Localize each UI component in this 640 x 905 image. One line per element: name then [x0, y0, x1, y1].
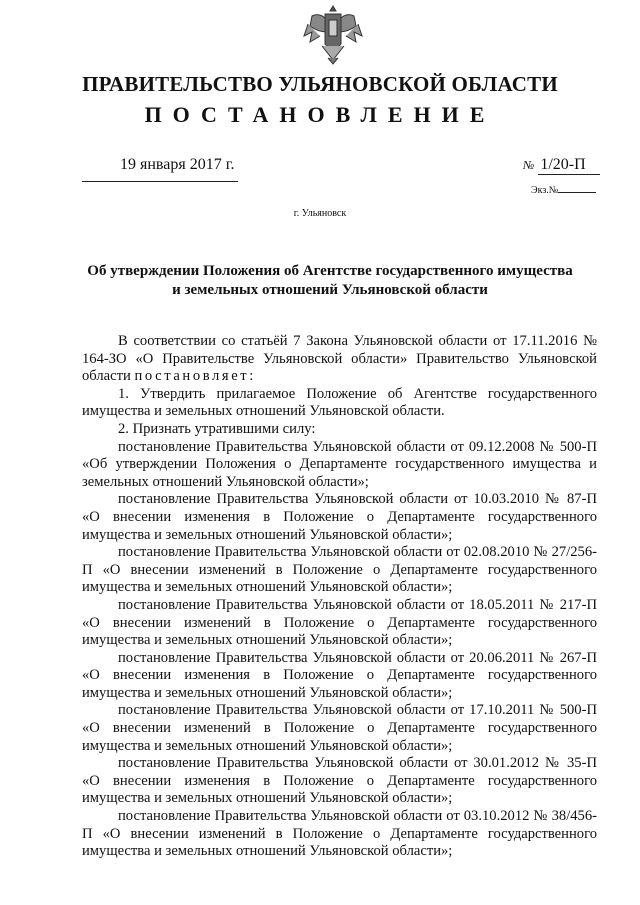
repealed-act: постановление Правительства Ульяновской области от 03.10.2012 № 38/456-П «О внесении изменений в Положение о Департаменте государственного имущества и земельных отношений Ульяновской области»;: [82, 808, 597, 860]
intro-paragraph: [82, 333, 597, 386]
document-date: 19 января 2017 г.: [120, 156, 235, 173]
copy-number-blank: [558, 192, 596, 193]
copy-number-label: Экз.№: [531, 185, 559, 196]
item-1: 1. Утвердить прилагаемое Положение об Агентстве государственного имущества и земельных отношений Ульяновской области.: [82, 385, 597, 420]
title-line-2: и земельных отношений Ульяновской области: [172, 282, 488, 298]
document-number-block: [523, 156, 600, 174]
repealed-act: постановление Правительства Ульяновской области от 17.10.2011 № 500-П «О внесении изменений в Положение о Департаменте государственного имущества и земельных отношений Ульяновской области»;: [82, 702, 597, 754]
government-name: ПРАВИТЕЛЬСТВО УЛЬЯНОВСКОЙ ОБЛАСТИ: [82, 72, 558, 96]
repealed-act: постановление Правительства Ульяновской области от 30.01.2012 № 35-П «О внесении изменения в Положение о Департаменте государственного имущества и земельных отношений Ульяновской области»;: [82, 755, 597, 807]
document-number: 1/20-П: [538, 156, 599, 175]
repealed-act: постановление Правительства Ульяновской области от 20.06.2011 № 267-П «О внесении изменения в Положение о Департаменте государственного имущества и земельных отношений Ульяновской области»;: [82, 649, 597, 701]
repealed-act: постановление Правительства Ульяновской области от 18.05.2011 № 217-П «О внесении изменений в Положение о Департаменте государственного имущества и земельных отношений Ульяновской области»;: [82, 596, 597, 649]
copy-number-block: [531, 185, 596, 196]
title-line-1: Об утверждении Положения об Агентстве государственного имущества: [87, 263, 573, 279]
repealed-act: постановление Правительства Ульяновской области от 02.08.2010 № 27/256-П «О внесении изменений в Положение о Департаменте государственного имущества и земельных отношений Ульяновской области»;: [82, 544, 597, 596]
repealed-act: постановление Правительства Ульяновской области от 10.03.2010 № 87-П «О внесении изменения в Положение о Департаменте государственного имущества и земельных отношений Ульяновской области»;: [82, 491, 597, 543]
intro-text: В соответствии со статьёй 7 Закона Ульяновской области от 17.11.2016 № 164-ЗО «О Правительстве Ульяновской области» Правительство Ульяновской области: [82, 333, 597, 385]
repealed-act: постановление Правительства Ульяновской области от 09.12.2008 № 500-П «Об утверждении Положения о Департаменте государственного имущества и земельных отношений Ульяновской области»;: [82, 438, 597, 490]
document-title: [60, 262, 600, 300]
number-sign: №: [523, 158, 535, 172]
intro-decree-word: постановляет:: [134, 368, 256, 385]
date-underline: [82, 181, 238, 182]
item-2: 2. Признать утратившими силу:: [118, 420, 316, 437]
city: г. Ульяновск: [293, 208, 347, 219]
document-body: [82, 333, 597, 861]
coat-of-arms-emblem-icon: [300, 2, 366, 66]
document-type: ПОСТАНОВЛЕНИЕ: [144, 102, 496, 127]
